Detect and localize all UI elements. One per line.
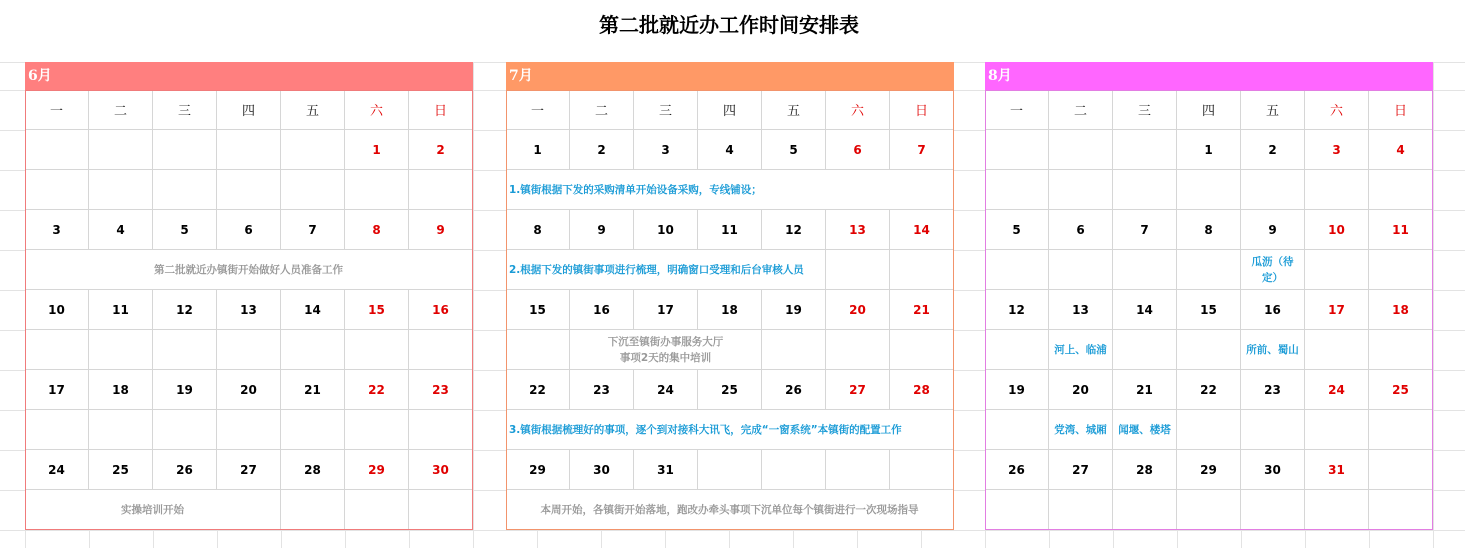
date-cell: 22 [1177,370,1241,410]
date-cell: 27 [1049,450,1113,490]
note-cell [1369,330,1433,370]
date-cell: 3 [634,130,698,170]
date-cell: 22 [506,370,570,410]
note-cell [890,250,954,290]
month-header [985,62,1433,90]
note-cell [409,330,473,370]
note-cell [1113,170,1177,210]
note-cell [985,330,1049,370]
schedule-note: 1.镇街根据下发的采购清单开始设备采购，专线铺设； [506,170,953,209]
date-cell: 17 [25,370,89,410]
schedule-note: 瓜沥（待 定） [1241,250,1304,289]
note-cell [985,490,1049,530]
note-cell [409,410,473,450]
date-cell: 12 [153,290,217,330]
date-cell: 14 [1113,290,1177,330]
date-cell: 20 [1049,370,1113,410]
date-cell: 31 [634,450,698,490]
note-cell [1049,250,1113,290]
empty-date-cell [153,130,217,170]
date-cell: 22 [345,370,409,410]
note-cell [826,250,890,290]
note-cell [1241,490,1305,530]
month-name: 8月 [988,68,1012,84]
month-block [506,62,954,530]
date-cell: 19 [762,290,826,330]
date-cell: 16 [1241,290,1305,330]
weekday-header: 二 [570,90,634,130]
date-cell: 5 [153,210,217,250]
note-cell [345,410,409,450]
weekday-header: 五 [1241,90,1305,130]
date-cell: 15 [506,290,570,330]
note-cell [281,330,345,370]
date-cell: 23 [570,370,634,410]
note-cell [985,410,1049,450]
date-cell: 21 [281,370,345,410]
note-cell [1177,330,1241,370]
empty-date-cell [1369,450,1433,490]
date-cell: 13 [1049,290,1113,330]
date-cell: 9 [1241,210,1305,250]
date-cell: 4 [1369,130,1433,170]
note-cell [89,330,153,370]
date-cell: 24 [634,370,698,410]
date-cell: 7 [281,210,345,250]
date-cell: 6 [1049,210,1113,250]
date-cell: 11 [89,290,153,330]
schedule-note: 党湾、城厢 [1049,410,1112,449]
month-grid [985,90,1433,530]
note-cell [1177,490,1241,530]
note-cell [1241,410,1305,450]
month-block [25,62,473,530]
date-cell: 2 [570,130,634,170]
date-cell: 1 [345,130,409,170]
note-cell [1241,170,1305,210]
note-cell [1113,490,1177,530]
note-cell [217,330,281,370]
weekday-header: 一 [25,90,89,130]
weekday-header: 日 [1369,90,1433,130]
weekday-header: 一 [506,90,570,130]
weekday-header: 六 [1305,90,1369,130]
note-cell [1049,490,1113,530]
empty-date-cell [1049,130,1113,170]
note-cell [409,490,473,530]
month-grid [25,90,473,530]
page-title: 第二批就近办工作时间安排表 [599,13,859,37]
schedule-note: 河上、临浦 [1049,330,1112,369]
weekday-header: 二 [1049,90,1113,130]
date-cell: 17 [634,290,698,330]
empty-date-cell [281,130,345,170]
date-cell: 20 [217,370,281,410]
date-cell: 8 [345,210,409,250]
date-cell: 23 [1241,370,1305,410]
weekday-header: 一 [985,90,1049,130]
date-cell: 11 [698,210,762,250]
date-cell: 7 [1113,210,1177,250]
date-cell: 4 [89,210,153,250]
note-cell [890,330,954,370]
date-cell: 9 [409,210,473,250]
note-cell [826,330,890,370]
weekday-header: 六 [345,90,409,130]
note-cell [1369,250,1433,290]
date-cell: 5 [985,210,1049,250]
date-cell: 16 [409,290,473,330]
month-grid [506,90,954,530]
empty-date-cell [826,450,890,490]
date-cell: 7 [890,130,954,170]
note-cell [153,330,217,370]
date-cell: 26 [985,450,1049,490]
date-cell: 24 [1305,370,1369,410]
date-cell: 15 [1177,290,1241,330]
date-cell: 21 [890,290,954,330]
schedule-note: 闻堰、楼塔 [1113,410,1176,449]
note-cell [153,410,217,450]
date-cell: 17 [1305,290,1369,330]
date-cell: 28 [1113,450,1177,490]
note-cell [1113,330,1177,370]
date-cell: 18 [698,290,762,330]
date-cell: 30 [1241,450,1305,490]
date-cell: 19 [985,370,1049,410]
date-cell: 1 [1177,130,1241,170]
date-cell: 10 [25,290,89,330]
weekday-header: 六 [826,90,890,130]
note-cell [89,170,153,210]
note-cell [1305,170,1369,210]
note-cell [762,330,826,370]
weekday-header: 日 [890,90,954,130]
note-cell [25,330,89,370]
note-cell [1305,490,1369,530]
empty-date-cell [217,130,281,170]
note-cell [1113,250,1177,290]
date-cell: 29 [345,450,409,490]
date-cell: 2 [409,130,473,170]
note-cell [25,170,89,210]
empty-date-cell [89,130,153,170]
date-cell: 2 [1241,130,1305,170]
schedule-note: 所前、蜀山 [1241,330,1304,369]
note-cell [1177,410,1241,450]
empty-date-cell [762,450,826,490]
date-cell: 10 [634,210,698,250]
date-cell: 8 [506,210,570,250]
date-cell: 28 [890,370,954,410]
note-cell [1305,250,1369,290]
note-cell [1305,330,1369,370]
weekday-header: 日 [409,90,473,130]
date-cell: 20 [826,290,890,330]
date-cell: 27 [826,370,890,410]
note-cell [1369,170,1433,210]
date-cell: 30 [570,450,634,490]
date-cell: 18 [89,370,153,410]
date-cell: 21 [1113,370,1177,410]
date-cell: 14 [890,210,954,250]
month-header [25,62,473,90]
note-cell [1369,490,1433,530]
date-cell: 12 [985,290,1049,330]
date-cell: 16 [570,290,634,330]
month-block [985,62,1433,530]
weekday-header: 四 [1177,90,1241,130]
note-cell [506,330,570,370]
note-cell [345,170,409,210]
date-cell: 3 [1305,130,1369,170]
weekday-header: 五 [281,90,345,130]
date-cell: 8 [1177,210,1241,250]
empty-date-cell [985,130,1049,170]
schedule-note: 3.镇街根据梳理好的事项，逐个到对接科大讯飞，完成“一窗系统”本镇街的配置工作 [506,410,953,449]
date-cell: 3 [25,210,89,250]
date-cell: 28 [281,450,345,490]
date-cell: 30 [409,450,473,490]
date-cell: 31 [1305,450,1369,490]
weekday-header: 四 [217,90,281,130]
note-cell [1177,170,1241,210]
date-cell: 1 [506,130,570,170]
date-cell: 13 [217,290,281,330]
date-cell: 26 [153,450,217,490]
date-cell: 6 [826,130,890,170]
date-cell: 10 [1305,210,1369,250]
note-cell [985,170,1049,210]
date-cell: 14 [281,290,345,330]
note-cell [1049,170,1113,210]
note-cell [217,170,281,210]
date-cell: 25 [1369,370,1433,410]
note-cell [153,170,217,210]
note-cell [281,170,345,210]
date-cell: 4 [698,130,762,170]
note-cell [1177,250,1241,290]
empty-date-cell [25,130,89,170]
note-cell [345,490,409,530]
date-cell: 18 [1369,290,1433,330]
date-cell: 23 [409,370,473,410]
schedule-note: 实操培训开始 [25,490,280,529]
month-name: 6月 [28,68,52,84]
date-cell: 25 [89,450,153,490]
note-cell [409,170,473,210]
date-cell: 24 [25,450,89,490]
date-cell: 11 [1369,210,1433,250]
date-cell: 19 [153,370,217,410]
empty-date-cell [1113,130,1177,170]
note-cell [985,250,1049,290]
date-cell: 5 [762,130,826,170]
weekday-header: 五 [762,90,826,130]
weekday-header: 三 [153,90,217,130]
weekday-header: 三 [1113,90,1177,130]
date-cell: 25 [698,370,762,410]
empty-date-cell [698,450,762,490]
schedule-note: 第二批就近办镇街开始做好人员准备工作 [25,250,472,289]
weekday-header: 四 [698,90,762,130]
month-header [506,62,954,90]
note-cell [1305,410,1369,450]
note-cell [281,490,345,530]
date-cell: 27 [217,450,281,490]
date-cell: 26 [762,370,826,410]
schedule-note: 本周开始，各镇街开始落地，跑改办牵头事项下沉单位每个镇街进行一次现场指导 [506,490,953,529]
note-cell [25,410,89,450]
date-cell: 13 [826,210,890,250]
empty-date-cell [890,450,954,490]
schedule-note: 2.根据下发的镇街事项进行梳理，明确窗口受理和后台审核人员 [506,250,825,289]
weekday-header: 三 [634,90,698,130]
date-cell: 12 [762,210,826,250]
date-cell: 29 [506,450,570,490]
date-cell: 15 [345,290,409,330]
weekday-header: 二 [89,90,153,130]
note-cell [281,410,345,450]
note-cell [345,330,409,370]
date-cell: 6 [217,210,281,250]
note-cell [1369,410,1433,450]
date-cell: 29 [1177,450,1241,490]
month-name: 7月 [509,68,533,84]
date-cell: 9 [570,210,634,250]
note-cell [217,410,281,450]
schedule-note: 下沉至镇街办事服务大厅 事项2天的集中培训 [570,330,761,369]
note-cell [89,410,153,450]
